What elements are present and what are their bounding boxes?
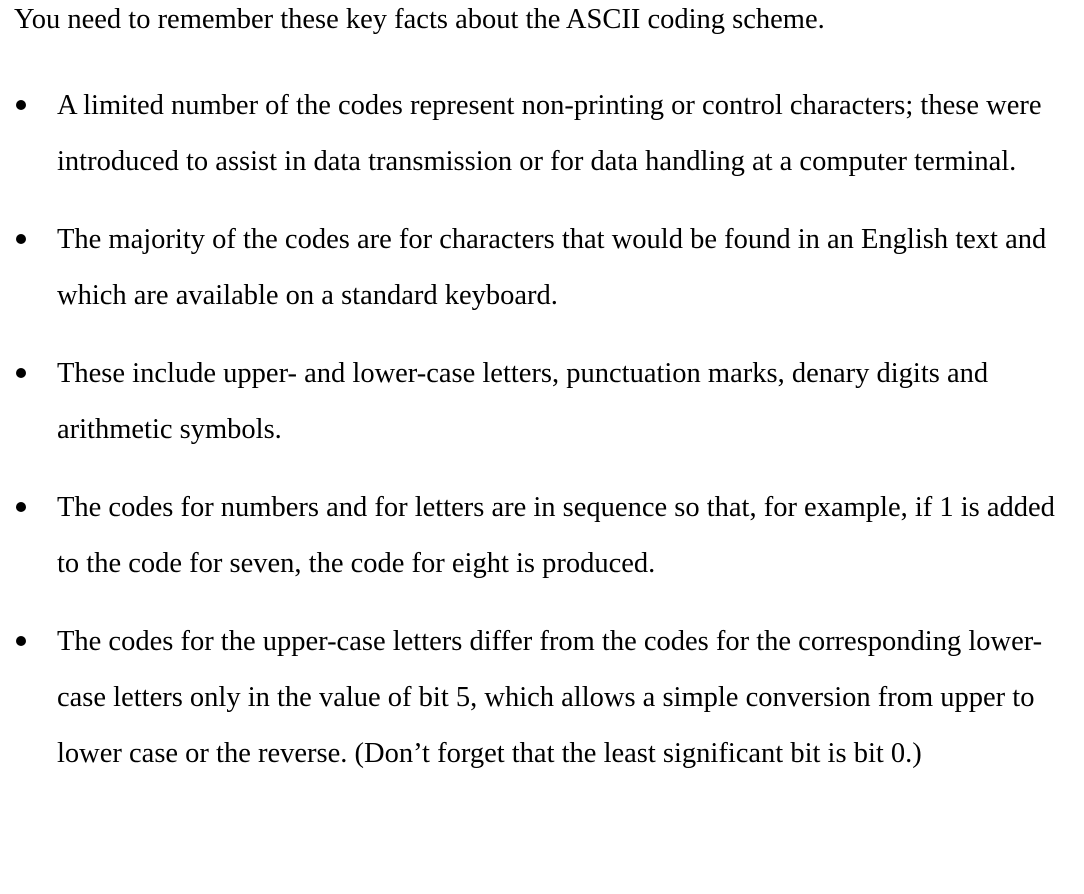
list-item-text: The codes for numbers and for letters are in sequence so that, for example, if 1 is added to the code for seven, the code for eight is produced. [57,492,1055,579]
list-item-text: A limited number of the codes represent non-printing or control characters; these were introduced to assist in data transmission or for data handling at a computer terminal. [57,90,1042,177]
bullet-icon [16,368,26,378]
bullet-icon [16,636,26,646]
key-facts-list [0,78,1084,804]
list-item [0,614,1077,782]
intro-paragraph: You need to remember these key facts about the ASCII coding scheme. [14,4,825,35]
list-item [0,212,1077,324]
list-item-text: The majority of the codes are for characters that would be found in an English text and which are available on a standard keyboard. [57,224,1047,311]
list-item-text: The codes for the upper-case letters differ from the codes for the corresponding lower-case letters only in the value of bit 5, which allows a simple conversion from upper to lower case or the reverse. (Don’t forget that the least significant bit is bit 0.) [57,626,1043,769]
list-item-text: These include upper- and lower-case letters, punctuation marks, denary digits and arithmetic symbols. [57,358,989,445]
bullet-icon [16,234,26,244]
bullet-icon [16,100,26,110]
list-item [0,78,1077,190]
list-item [0,480,1077,592]
list-item [0,346,1077,458]
bullet-icon [16,502,26,512]
